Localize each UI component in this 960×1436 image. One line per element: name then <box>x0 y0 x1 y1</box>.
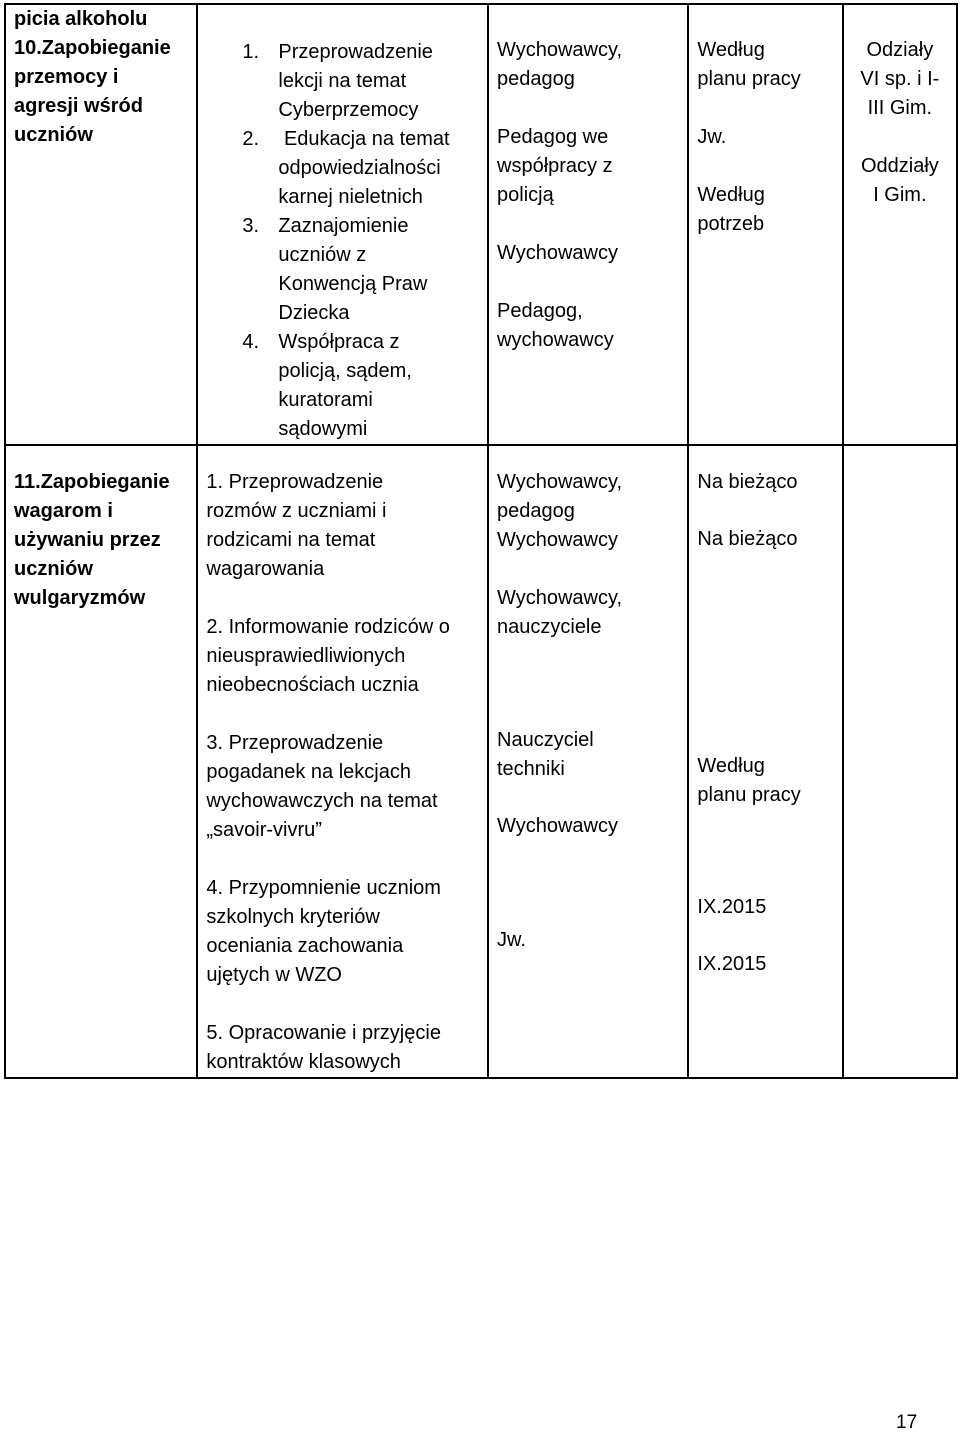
table-row <box>5 4 957 445</box>
tasks-cell <box>197 445 488 1078</box>
task-item: 4. Współpraca z policją, sądem, kuratorami sądowymi <box>242 331 412 440</box>
task-item: 3. Przeprowadzenie pogadanek na lekcjach wychowawczych na temat „savoir-vivru” <box>206 732 438 841</box>
topic-line: 10.Zapobieganie <box>14 37 171 59</box>
topic-cell <box>5 4 197 445</box>
table-row <box>5 445 957 1078</box>
task-item: 3. Zaznajomienie uczniów z Konwencją Praw Dziecka <box>242 215 428 324</box>
classes-cell <box>843 445 957 1078</box>
topic-prefix: picia alkoholu <box>14 8 148 30</box>
tasks-cell <box>197 4 488 445</box>
page-number: 17 <box>896 1412 918 1433</box>
responsible-cell: Wychowawcy, pedagog Pedagog we współpracy z policją Wychowawcy Pedagog, wychowawcy <box>488 4 688 445</box>
task-item: 5. Opracowanie i przyjęcie kontraktów klasowych <box>206 1022 441 1073</box>
topic-line: uczniów <box>14 124 93 146</box>
task-item: 1. Przeprowadzenie rozmów z uczniami i rodzicami na temat wagarowania <box>206 471 387 580</box>
topic-line: przemocy i <box>14 66 119 88</box>
task-item: 2. Informowanie rodziców o nieusprawiedliwionych nieobecnościach ucznia <box>206 616 450 696</box>
program-table <box>4 3 958 1079</box>
timing-cell: Na bieżąco Na bieżąco Według planu pracy IX.2015 IX.2015 <box>688 445 842 1078</box>
classes-cell: Odziały VI sp. i I- III Gim. Oddziały I Gim. <box>843 4 957 445</box>
topic-cell: 11.Zapobieganie wagarom i używaniu przez uczniów wulgaryzmów <box>5 445 197 1078</box>
task-item: 4. Przypomnienie uczniom szkolnych kryteriów oceniania zachowania ujętych w WZO <box>206 877 441 986</box>
timing-cell: Według planu pracy Jw. Według potrzeb <box>688 4 842 445</box>
topic-line: agresji wśród <box>14 95 143 117</box>
task-item: 1. Przeprowadzenie lekcji na temat Cyberprzemocy <box>242 41 433 121</box>
responsible-cell: Wychowawcy, pedagog Wychowawcy Wychowawcy, nauczyciele Nauczyciel techniki Wychowawcy Jw. <box>488 445 688 1078</box>
task-item: 2. Edukacja na temat odpowiedzialności karnej nieletnich <box>242 128 450 208</box>
